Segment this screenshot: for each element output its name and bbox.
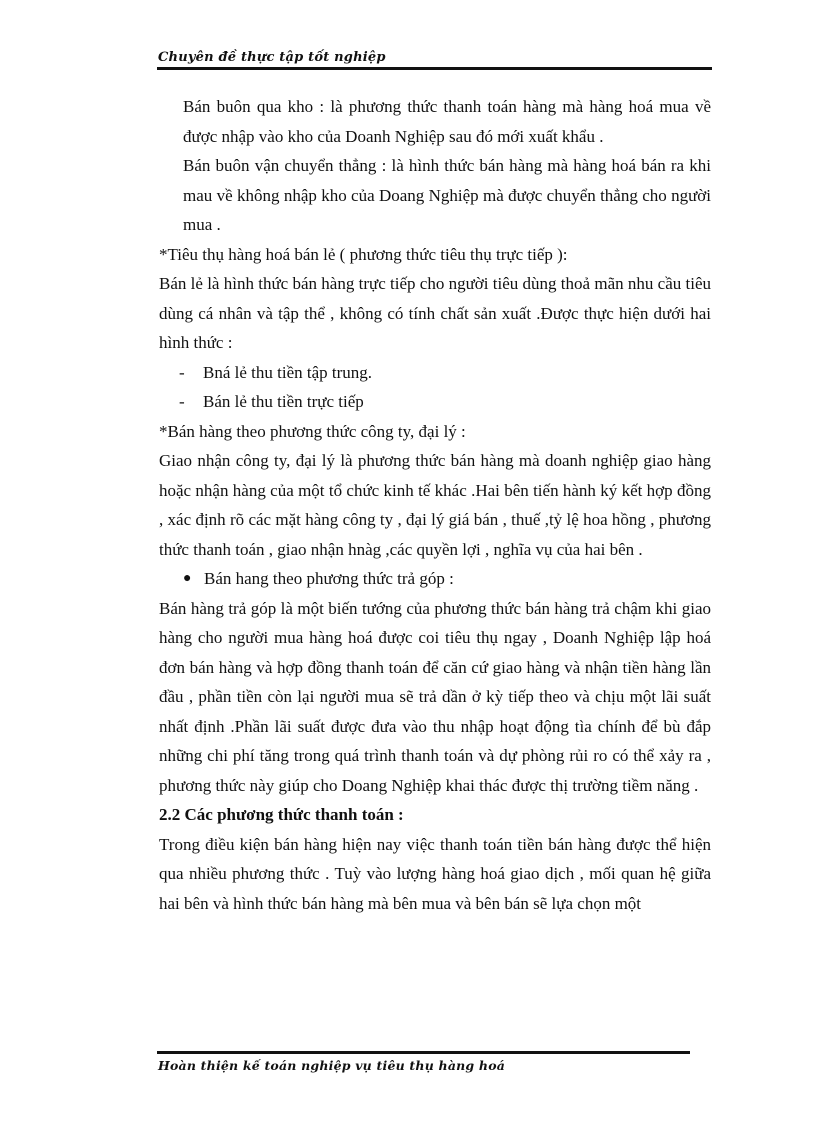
bullet-item (159, 564, 711, 594)
document-body (159, 92, 711, 918)
list-item-text: Bná lẻ thu tiền tập trung. (203, 362, 373, 382)
paragraph-payment-methods: Trong điều kiện bán hàng hiện nay việc thanh toán tiền bán hàng được thể hiện qua nhiều phương thức . Tuỳ vào lượng hàng hoá giao dịch , mối quan hệ giữa hai bên và hình thức bán hàng mà bên mua và bên bán sẽ lựa chọn một (159, 834, 711, 913)
bullet-dot-icon: ● (183, 571, 192, 586)
dash-marker: - (179, 392, 185, 411)
footer-divider (157, 1051, 690, 1054)
header-divider (157, 67, 712, 70)
paragraph-wholesale-warehouse: Bán buôn qua kho : là phương thức thanh toán hàng mà hàng hoá mua về được nhập vào kho của Doanh Nghiệp sau đó mới xuất khẩu . (183, 97, 711, 146)
paragraph-wholesale-direct: Bán buôn vận chuyển thẳng : là hình thức bán hàng mà hàng hoá bán ra khi mau về không nhập kho của Doang Nghiệp mà được chuyển thẳng cho người mua . (183, 156, 711, 234)
paragraph-retail-heading: *Tiêu thụ hàng hoá bán lẻ ( phương thức tiêu thụ trực tiếp ): (159, 244, 568, 264)
paragraph-retail-description: Bán lẻ là hình thức bán hàng trực tiếp cho người tiêu dùng thoả mãn nhu cầu tiêu dùng cá nhân và tập thể , không có tính chất sản xuất .Được thực hiện dưới hai hình thức : (159, 274, 711, 352)
bullet-item-text: Bán hang theo phương thức trả góp : (204, 569, 454, 588)
section-heading: 2.2 Các phương thức thanh toán : (159, 805, 404, 824)
page-footer-title: Hoàn thiện kế toán nghiệp vụ tiêu thụ hàng hoá (158, 1058, 506, 1073)
list-item (159, 387, 711, 417)
paragraph-agency-description: Giao nhận công ty, đại lý là phương thức bán hàng mà doanh nghiệp giao hàng hoặc nhận hàng của một tổ chức kinh tế khác .Hai bên tiến hành ký kết hợp đồng , xác định rõ các mặt hàng công ty , đại lý giá bán , thuế ,tỷ lệ hoa hồng , phương thức thanh toán , giao nhận hnàg ,các quyền lợi , nghĩa vụ của hai bên . (159, 451, 711, 559)
page-header-title: Chuyên đề thực tập tốt nghiệp (158, 50, 386, 65)
list-item-text: Bán lẻ thu tiền trực tiếp (203, 392, 364, 411)
paragraph-agency-heading: *Bán hàng theo phương thức công ty, đại lý : (159, 421, 466, 441)
list-item (159, 358, 711, 388)
paragraph-installment-description: Bán hàng trả góp là một biến tướng của phương thức bán hàng trả chậm khi giao hàng cho người mua hàng hoá được coi tiêu thụ ngay , Doanh Nghiệp lập hoá đơn bán hàng và hợp đồng thanh toán để căn cứ giao hàng và nhận tiền hàng lần đầu , phần tiền còn lại người mua sẽ trả dần ở kỳ tiếp theo và chịu một lãi suất nhất định .Phần lãi suất được đưa vào thu nhập hoạt động tìa chính để bù đắp những chi phí tăng trong quá trình thanh toán và dự phòng rủi ro có thể xảy ra , phương thức này giúp cho Doang Nghiệp khai thác được thị trường tiềm năng . (159, 598, 711, 795)
dash-marker: - (179, 362, 185, 382)
